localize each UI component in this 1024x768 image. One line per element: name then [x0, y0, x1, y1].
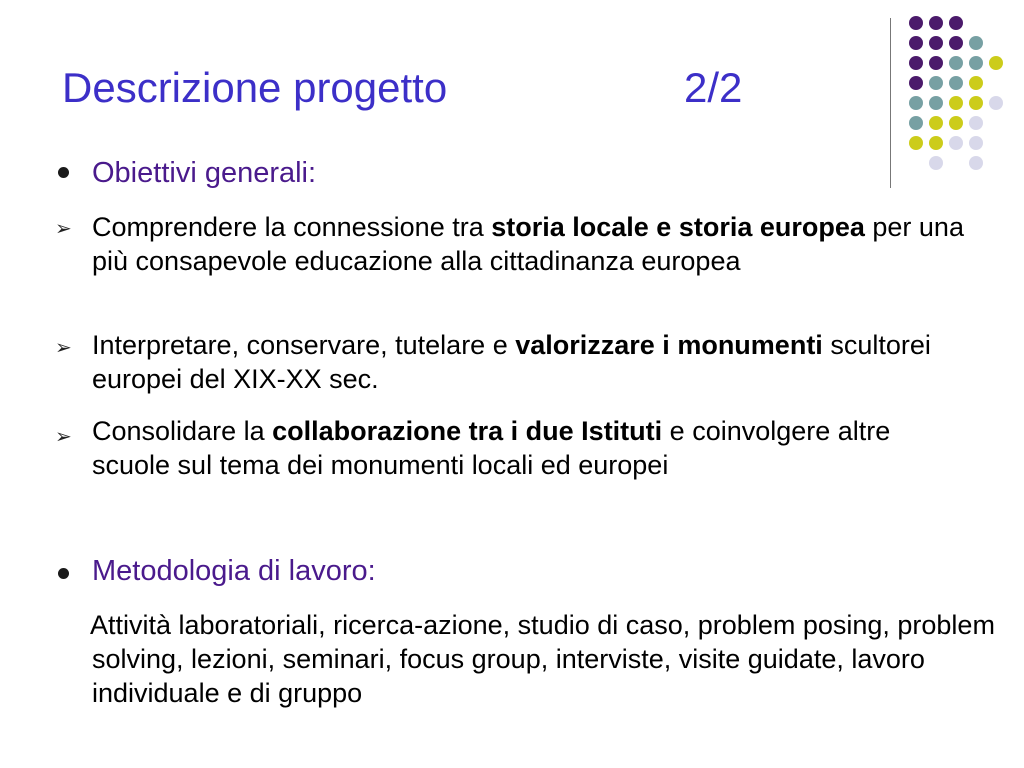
dot-icon [969, 116, 983, 130]
objective-item [92, 328, 972, 396]
slide-page-number: 2/2 [684, 64, 743, 111]
objective-text: Consolidare la [92, 416, 273, 446]
objective-bold-text: valorizzare i monumenti [515, 330, 823, 360]
section-heading-objectives: Obiettivi generali: [92, 157, 317, 189]
divider-line [890, 18, 891, 188]
bullet-icon [58, 568, 69, 579]
objective-text: per una più consapevole educazione alla cittadinanza europea [92, 212, 964, 276]
objective-bold-text: storia locale e storia europea [491, 212, 865, 242]
methodology-text: Attività laboratoriali, ricerca-azione, studio di caso, problem posing, problem solving, lezioni, seminari, focus group, interviste, visite guidate, lavoro individuale e di gruppo [90, 610, 995, 708]
dot-icon [929, 96, 943, 110]
dot-icon [969, 36, 983, 50]
dot-icon [969, 96, 983, 110]
dot-icon [949, 36, 963, 50]
arrow-bullet-icon: ➢ [55, 426, 72, 448]
arrow-bullet-icon: ➢ [55, 218, 72, 240]
dot-icon [929, 76, 943, 90]
objective-text: scultorei europei del XIX-XX sec. [92, 330, 931, 394]
dot-icon [909, 36, 923, 50]
dot-icon [909, 76, 923, 90]
dot-icon [929, 36, 943, 50]
dot-icon [949, 76, 963, 90]
arrow-bullet-icon: ➢ [55, 337, 72, 359]
objective-text: Comprendere la connessione tra [92, 212, 492, 242]
objective-item [92, 210, 972, 278]
dot-icon [929, 56, 943, 70]
objective-item [92, 414, 972, 482]
dot-icon [969, 76, 983, 90]
objective-text: Interpretare, conservare, tutelare e [92, 330, 516, 360]
dot-icon [929, 156, 943, 170]
dot-icon [969, 56, 983, 70]
section-heading-methodology: Metodologia di lavoro: [92, 555, 376, 587]
dot-icon [909, 96, 923, 110]
objective-text: e coinvolgere altre scuole sul tema dei monumenti locali ed europei [92, 416, 891, 480]
dot-icon [949, 96, 963, 110]
dot-icon [989, 56, 1003, 70]
slide-title: Descrizione progetto [62, 64, 448, 111]
dot-icon [949, 56, 963, 70]
dot-icon [969, 136, 983, 150]
dot-icon [949, 16, 963, 30]
dot-icon [949, 136, 963, 150]
bullet-icon [58, 167, 69, 178]
dot-icon [989, 96, 1003, 110]
dot-icon [909, 116, 923, 130]
dot-icon [969, 156, 983, 170]
dot-icon [929, 136, 943, 150]
dot-icon [909, 56, 923, 70]
dot-icon [949, 116, 963, 130]
objective-bold-text: collaborazione tra i due Istituti [272, 416, 663, 446]
dot-icon [929, 116, 943, 130]
dot-icon [909, 16, 923, 30]
dot-icon [929, 16, 943, 30]
dot-icon [909, 136, 923, 150]
